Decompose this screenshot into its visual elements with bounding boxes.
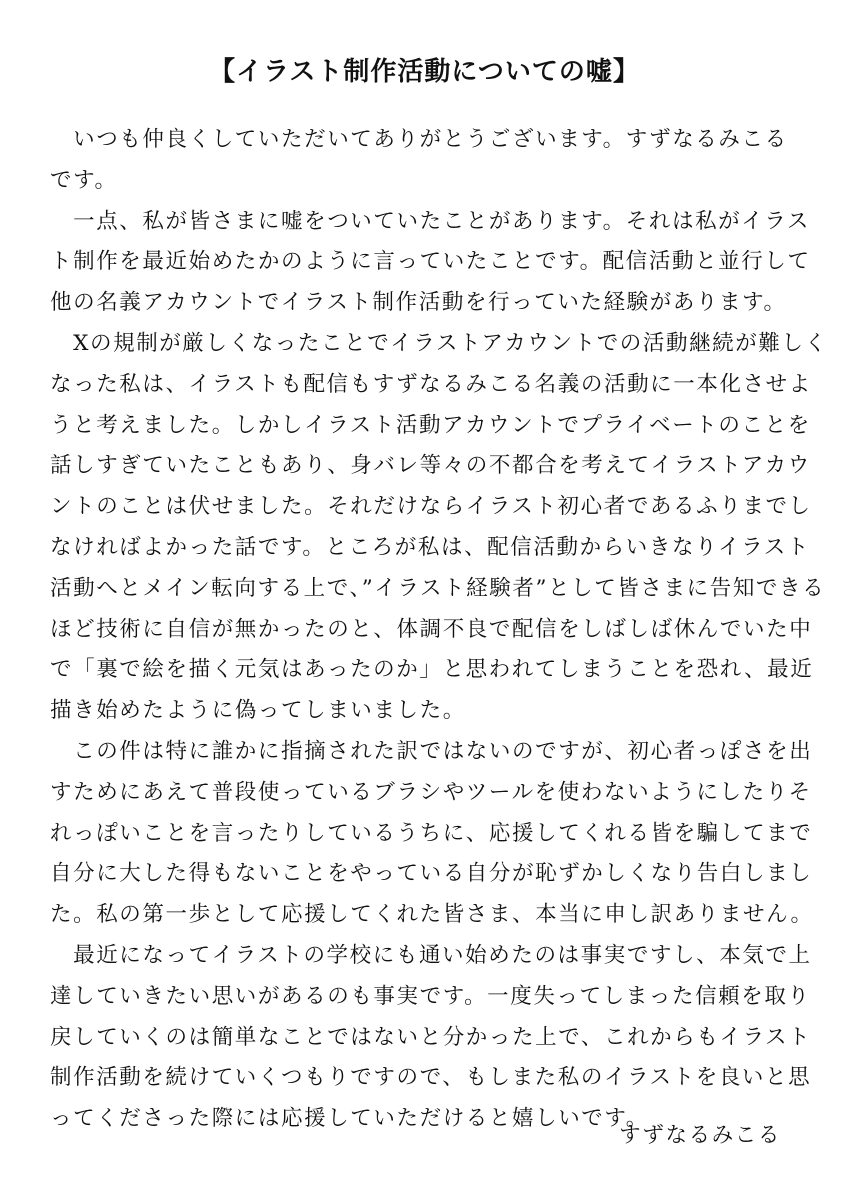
text-line: うと考えました。しかしイラスト活動アカウントでプライベートのことを xyxy=(50,412,811,438)
document-title: 【イラスト制作活動についての嘘】 xyxy=(209,57,640,87)
text-line: ってくださった際には応援していただけると嬉しいです。 xyxy=(50,1106,649,1132)
paragraph-reason xyxy=(50,324,828,732)
text-line: 制作活動を続けていくつもりですので、もしまた私のイラストを良いと思 xyxy=(50,1065,812,1091)
text-line: この件は特に誰かに指摘された訳ではないのですが、初心者っぽさを出 xyxy=(50,738,813,764)
text-line: 描き始めたように偽ってしまいました。 xyxy=(50,698,466,724)
document-body xyxy=(50,120,828,1140)
text-line: 戻していくのは簡単なことではないと分かった上で、これからもイラスト xyxy=(50,1024,812,1050)
text-line: 他の名義アカウントでイラスト制作活動を行っていた経験があります。 xyxy=(50,290,787,316)
text-line: 最近になってイラストの学校にも通い始めたのは事実ですし、本気で上 xyxy=(50,942,812,968)
paragraph-future xyxy=(50,936,812,1140)
paragraph-greeting xyxy=(50,120,800,202)
text-line: 活動へとメイン転向する上で、”イラスト経験者”として皆さまに告知できる xyxy=(50,575,826,601)
text-line: 達していきたい思いがあるのも事実です。一度失ってしまった信頼を取り xyxy=(50,983,811,1009)
text-line: ト制作を最近始めたかのように言っていたことです。配信活動と並行して xyxy=(50,249,811,275)
text-line: ントのことは伏せました。それだけならイラスト初心者であるふりまでし xyxy=(50,494,812,520)
paragraph-apology xyxy=(50,732,814,936)
text-line: すためにあえて普段使っているブラシやツールを使わないようにしたりそ xyxy=(50,779,812,805)
paragraph-confession xyxy=(50,202,811,324)
text-line: です。 xyxy=(50,167,118,193)
text-line: 一点、私が皆さまに嘘をついていたことがあります。それは私がイラス xyxy=(50,208,810,234)
text-line: なければよかった話です。ところが私は、配信活動からいきなりイラスト xyxy=(50,534,810,560)
text-line: Xの規制が厳しくなったことでイラストアカウントでの活動継続が難しく xyxy=(50,330,828,356)
text-line: で「裏で絵を描く元気はあったのか」と思われてしまうことを恐れ、最近 xyxy=(50,657,814,683)
text-line: た。私の第一歩として応援してくれた皆さま、本当に申し訳ありません。 xyxy=(50,902,814,928)
author-signature: すずなるみこる xyxy=(619,1123,781,1148)
text-line: れっぽいことを言ったりしているうちに、応援してくれる皆を騙してまで xyxy=(50,820,813,846)
text-line: ほど技術に自信が無かったのと、体調不良で配信をしばしば休んでいた中 xyxy=(50,616,813,642)
text-line: いつも仲良くしていただいてありがとうございます。すずなるみこる xyxy=(50,127,788,152)
text-line: なった私は、イラストも配信もすずなるみこる名義の活動に一本化させよ xyxy=(50,371,812,397)
text-line: 自分に大した得もないことをやっている自分が恥ずかしくなり告白しまし xyxy=(50,861,813,887)
text-line: 話しすぎていたこともあり、身バレ等々の不都合を考えてイラストアカウ xyxy=(50,453,811,479)
